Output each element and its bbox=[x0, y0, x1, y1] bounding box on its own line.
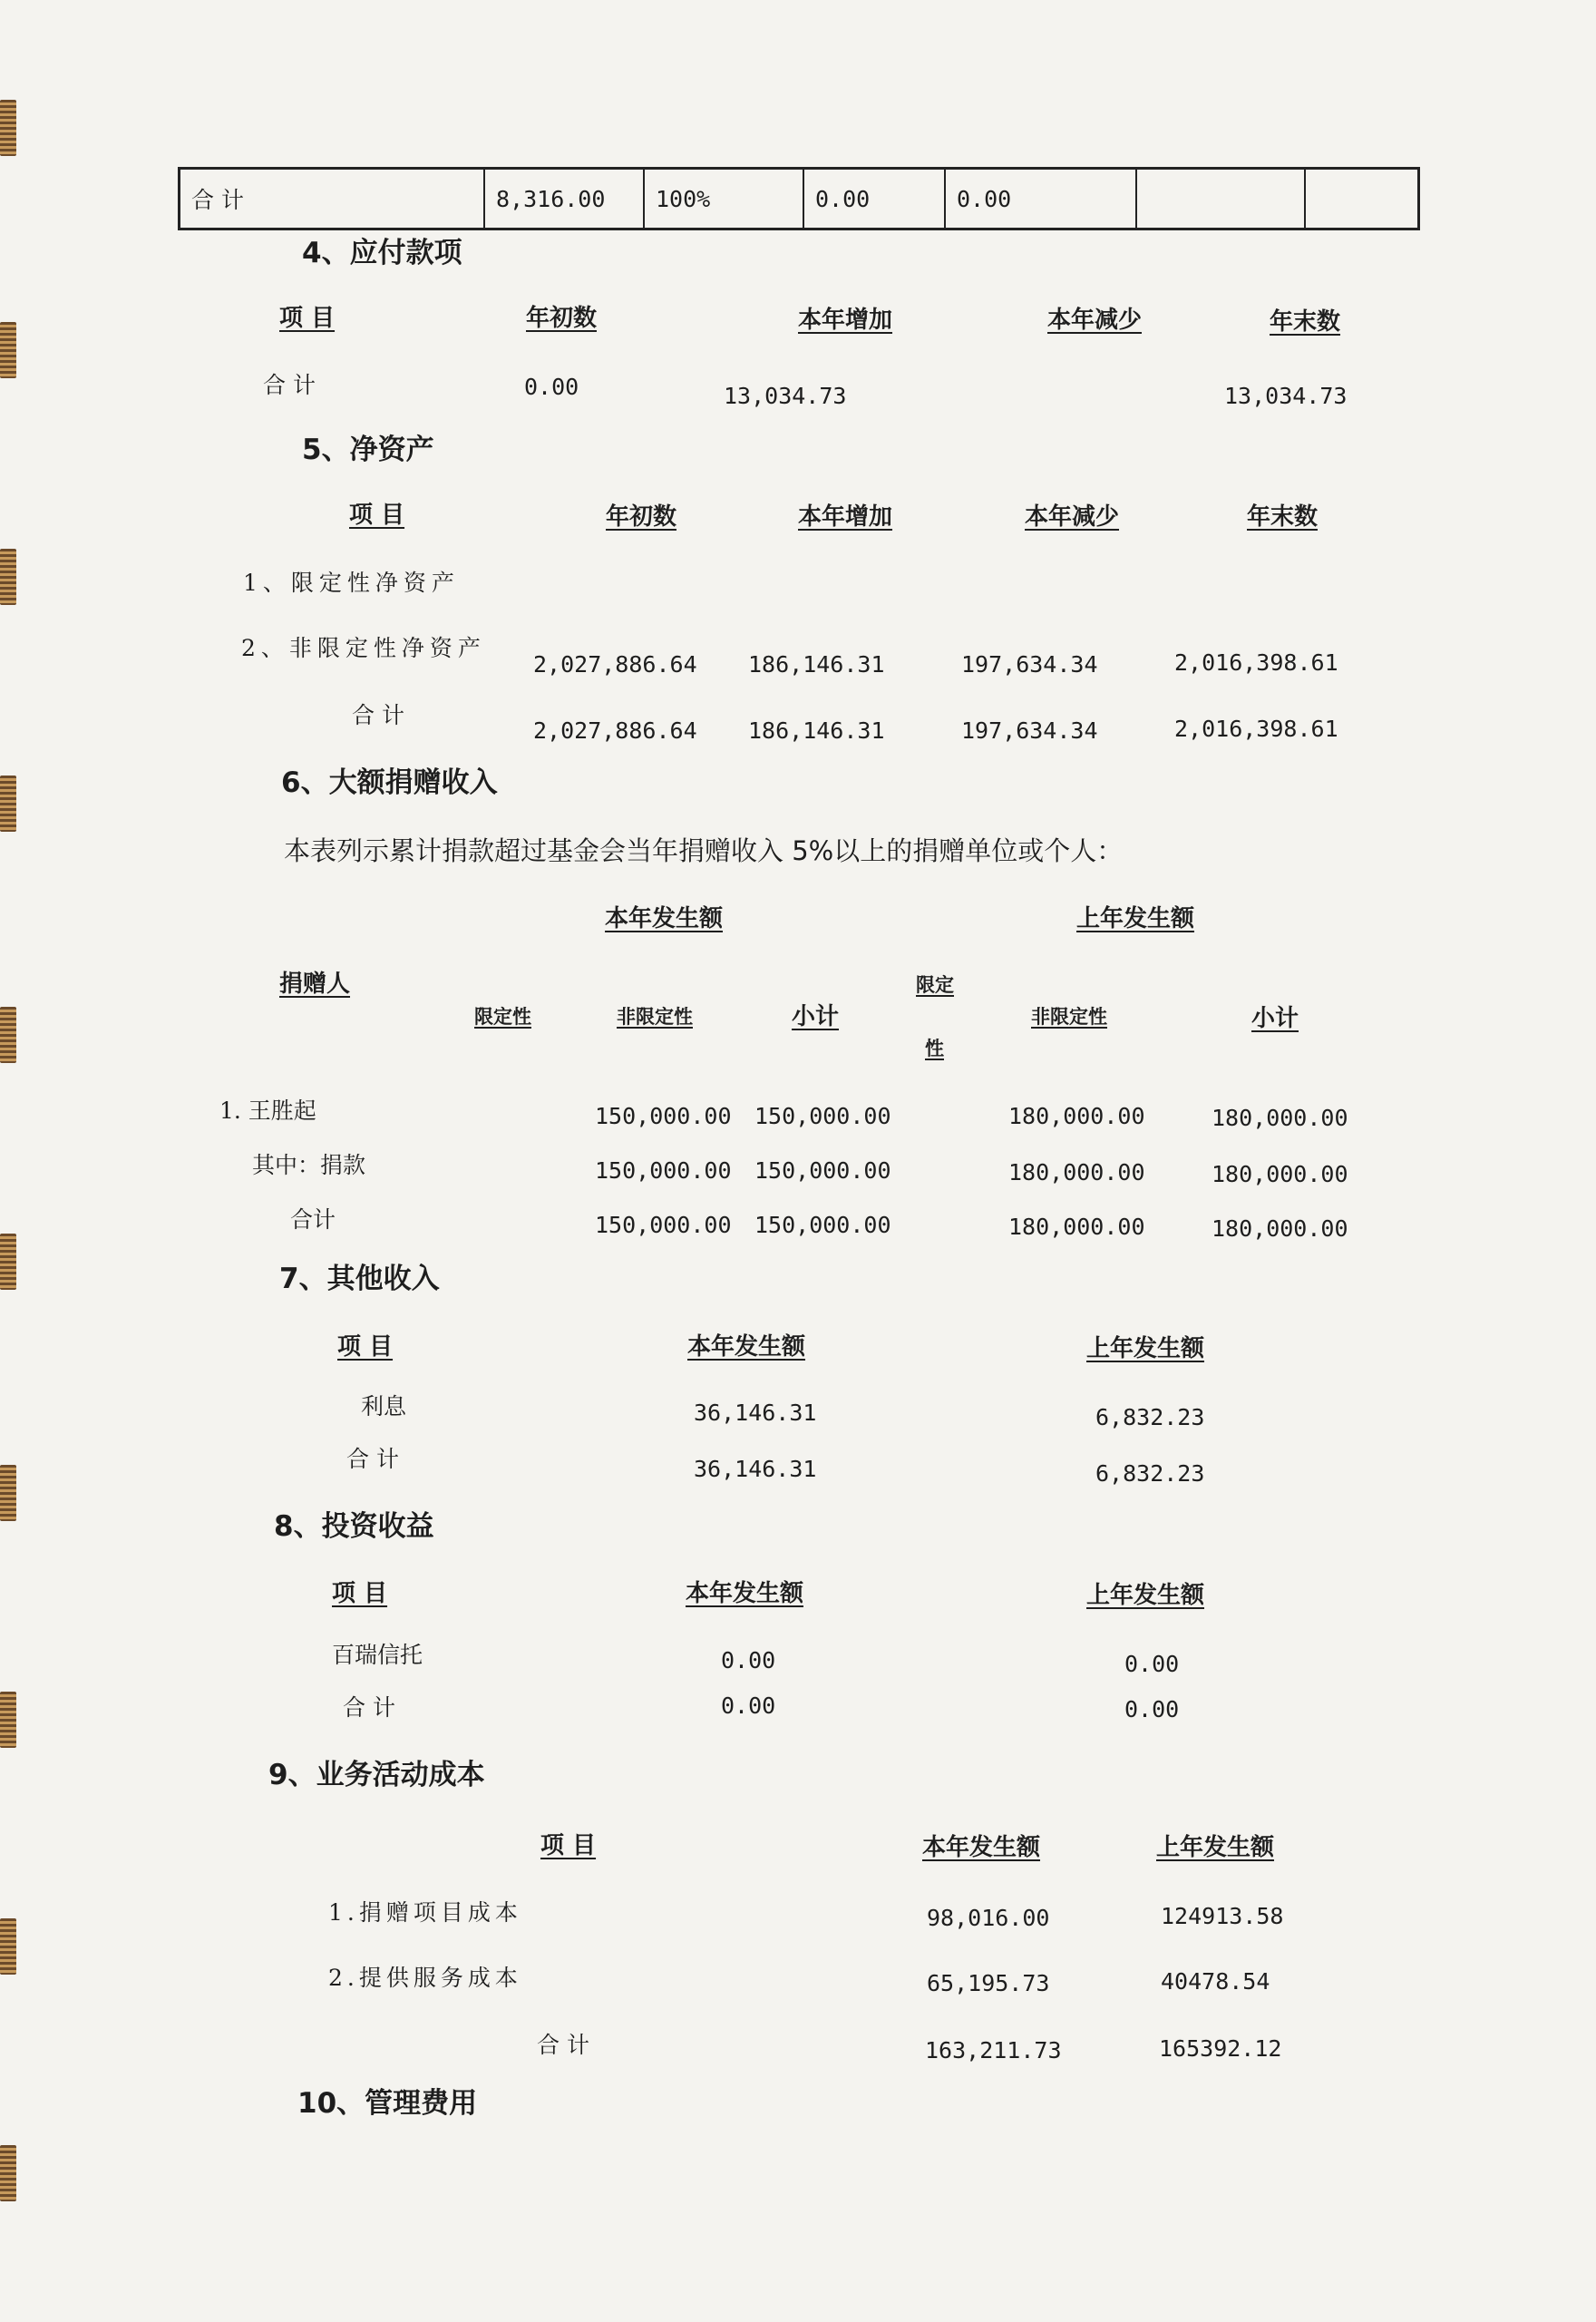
table-cell: 0.00 bbox=[721, 1693, 776, 1719]
table-cell bbox=[1136, 169, 1305, 229]
table-cell: 180,000.00 bbox=[1008, 1103, 1145, 1129]
row-label: 合 计 bbox=[537, 2032, 589, 2058]
table-cell: 0.00 bbox=[524, 374, 579, 400]
row-label: 1.捐赠项目成本 bbox=[328, 1899, 522, 1926]
binding-mark bbox=[0, 776, 16, 832]
column-header: 本年减少 bbox=[1025, 503, 1120, 531]
column-header: 年末数 bbox=[1247, 503, 1319, 531]
table-cell: 13,034.73 bbox=[724, 383, 847, 409]
table-cell: 150,000.00 bbox=[595, 1157, 732, 1184]
group-header: 上年发生额 bbox=[1076, 905, 1195, 932]
section-title: 9、业务活动成本 bbox=[268, 1759, 485, 1791]
row-label: 合 计 bbox=[346, 1446, 399, 1472]
table-cell: 180,000.00 bbox=[1212, 1215, 1348, 1242]
column-header: 项 目 bbox=[540, 1832, 597, 1859]
table-cell: 197,634.34 bbox=[961, 651, 1098, 678]
table-cell: 36,146.31 bbox=[694, 1400, 817, 1426]
table-cell: 0.00 bbox=[1124, 1651, 1180, 1677]
column-header: 项 目 bbox=[337, 1333, 394, 1361]
column-header: 年初数 bbox=[606, 503, 677, 531]
binding-mark bbox=[0, 1692, 16, 1748]
row-label: 其中：捐款 bbox=[252, 1152, 366, 1178]
table-cell: 150,000.00 bbox=[754, 1103, 891, 1129]
table-cell: 186,146.31 bbox=[748, 651, 885, 678]
column-header: 本年增加 bbox=[798, 307, 893, 334]
table-cell: 0.00 bbox=[1124, 1696, 1180, 1722]
group-header: 本年发生额 bbox=[605, 905, 724, 932]
column-header: 本年发生额 bbox=[687, 1333, 806, 1361]
row-label: 1. 王胜起 bbox=[219, 1098, 316, 1124]
column-header: 年末数 bbox=[1270, 308, 1341, 336]
column-header: 限定 bbox=[916, 973, 954, 996]
table-cell: 65,195.73 bbox=[927, 1970, 1050, 1996]
column-header: 本年增加 bbox=[798, 503, 893, 531]
column-header: 项 目 bbox=[279, 305, 336, 332]
total-row-table bbox=[178, 167, 1420, 230]
row-label: 合 计 bbox=[352, 702, 404, 728]
table-cell: 180,000.00 bbox=[1008, 1214, 1145, 1240]
table-cell: 40478.54 bbox=[1161, 1968, 1270, 1995]
table-cell: 100% bbox=[644, 169, 803, 229]
section-description: 本表列示累计捐款超过基金会当年捐赠收入 5%以上的捐赠单位或个人： bbox=[284, 835, 1124, 866]
table-cell: 6,832.23 bbox=[1095, 1404, 1205, 1430]
section-title: 4、应付款项 bbox=[302, 237, 462, 269]
section-title: 8、投资收益 bbox=[274, 1510, 434, 1543]
column-header: 项 目 bbox=[349, 502, 405, 529]
binding-mark bbox=[0, 1007, 16, 1063]
table-cell: 36,146.31 bbox=[694, 1456, 817, 1482]
column-header: 上年发生额 bbox=[1086, 1335, 1205, 1362]
table-cell: 2,027,886.64 bbox=[533, 717, 697, 744]
table-cell: 0.00 bbox=[945, 169, 1136, 229]
column-header: 本年发生额 bbox=[922, 1834, 1041, 1861]
table-cell: 98,016.00 bbox=[927, 1905, 1050, 1931]
table-cell: 186,146.31 bbox=[748, 717, 885, 744]
row-label: 利息 bbox=[361, 1393, 407, 1420]
column-header: 性 bbox=[925, 1037, 944, 1059]
column-header: 上年发生额 bbox=[1156, 1834, 1275, 1861]
table-cell: 180,000.00 bbox=[1008, 1159, 1145, 1185]
row-label: 2、非限定性净资产 bbox=[241, 635, 486, 661]
table-cell: 2,016,398.61 bbox=[1174, 716, 1338, 742]
table-cell: 197,634.34 bbox=[961, 717, 1098, 744]
table-cell: 150,000.00 bbox=[754, 1212, 891, 1238]
binding-mark bbox=[0, 1234, 16, 1290]
column-header: 项 目 bbox=[332, 1580, 388, 1607]
table-cell: 0.00 bbox=[721, 1647, 776, 1673]
column-header: 捐赠人 bbox=[279, 971, 351, 998]
binding-mark bbox=[0, 1918, 16, 1975]
column-header: 小计 bbox=[792, 1003, 840, 1030]
table-cell: 2,027,886.64 bbox=[533, 651, 697, 678]
column-header: 非限定性 bbox=[1031, 1005, 1107, 1028]
table-cell: 13,034.73 bbox=[1224, 383, 1348, 409]
binding-mark bbox=[0, 100, 16, 156]
row-label: 合计 bbox=[290, 1206, 336, 1233]
table-cell: 合 计 bbox=[180, 169, 485, 229]
column-header: 非限定性 bbox=[617, 1005, 693, 1028]
table-cell: 150,000.00 bbox=[754, 1157, 891, 1184]
section-title: 7、其他收入 bbox=[279, 1263, 440, 1295]
section-title: 6、大额捐赠收入 bbox=[281, 766, 498, 799]
row-label: 合 计 bbox=[343, 1694, 395, 1721]
table-cell: 6,832.23 bbox=[1095, 1460, 1205, 1487]
table-cell: 180,000.00 bbox=[1212, 1105, 1348, 1131]
table-cell: 150,000.00 bbox=[595, 1212, 732, 1238]
table-cell: 150,000.00 bbox=[595, 1103, 732, 1129]
column-header: 小计 bbox=[1251, 1005, 1299, 1032]
binding-mark bbox=[0, 549, 16, 605]
row-label: 百瑞信托 bbox=[332, 1642, 423, 1668]
section-title: 10、管理费用 bbox=[297, 2087, 478, 2120]
column-header: 本年发生额 bbox=[686, 1580, 804, 1607]
binding-mark bbox=[0, 1465, 16, 1521]
table-cell: 180,000.00 bbox=[1212, 1161, 1348, 1187]
row-label: 1、限定性净资产 bbox=[243, 570, 460, 596]
binding-mark bbox=[0, 2145, 16, 2201]
table-row bbox=[180, 169, 1419, 229]
row-label: 2.提供服务成本 bbox=[328, 1965, 522, 1991]
table-cell: 124913.58 bbox=[1161, 1903, 1284, 1929]
table-cell: 2,016,398.61 bbox=[1174, 649, 1338, 676]
table-cell: 163,211.73 bbox=[925, 2037, 1062, 2063]
section-title: 5、净资产 bbox=[302, 434, 434, 466]
table-cell bbox=[1305, 169, 1419, 229]
binding-mark bbox=[0, 322, 16, 378]
table-cell: 0.00 bbox=[803, 169, 945, 229]
column-header: 限定性 bbox=[474, 1005, 531, 1028]
table-cell: 165392.12 bbox=[1159, 2035, 1282, 2062]
row-label: 合 计 bbox=[263, 372, 316, 398]
column-header: 本年减少 bbox=[1047, 307, 1143, 334]
column-header: 年初数 bbox=[526, 305, 598, 332]
table-cell: 8,316.00 bbox=[484, 169, 644, 229]
column-header: 上年发生额 bbox=[1086, 1582, 1205, 1609]
